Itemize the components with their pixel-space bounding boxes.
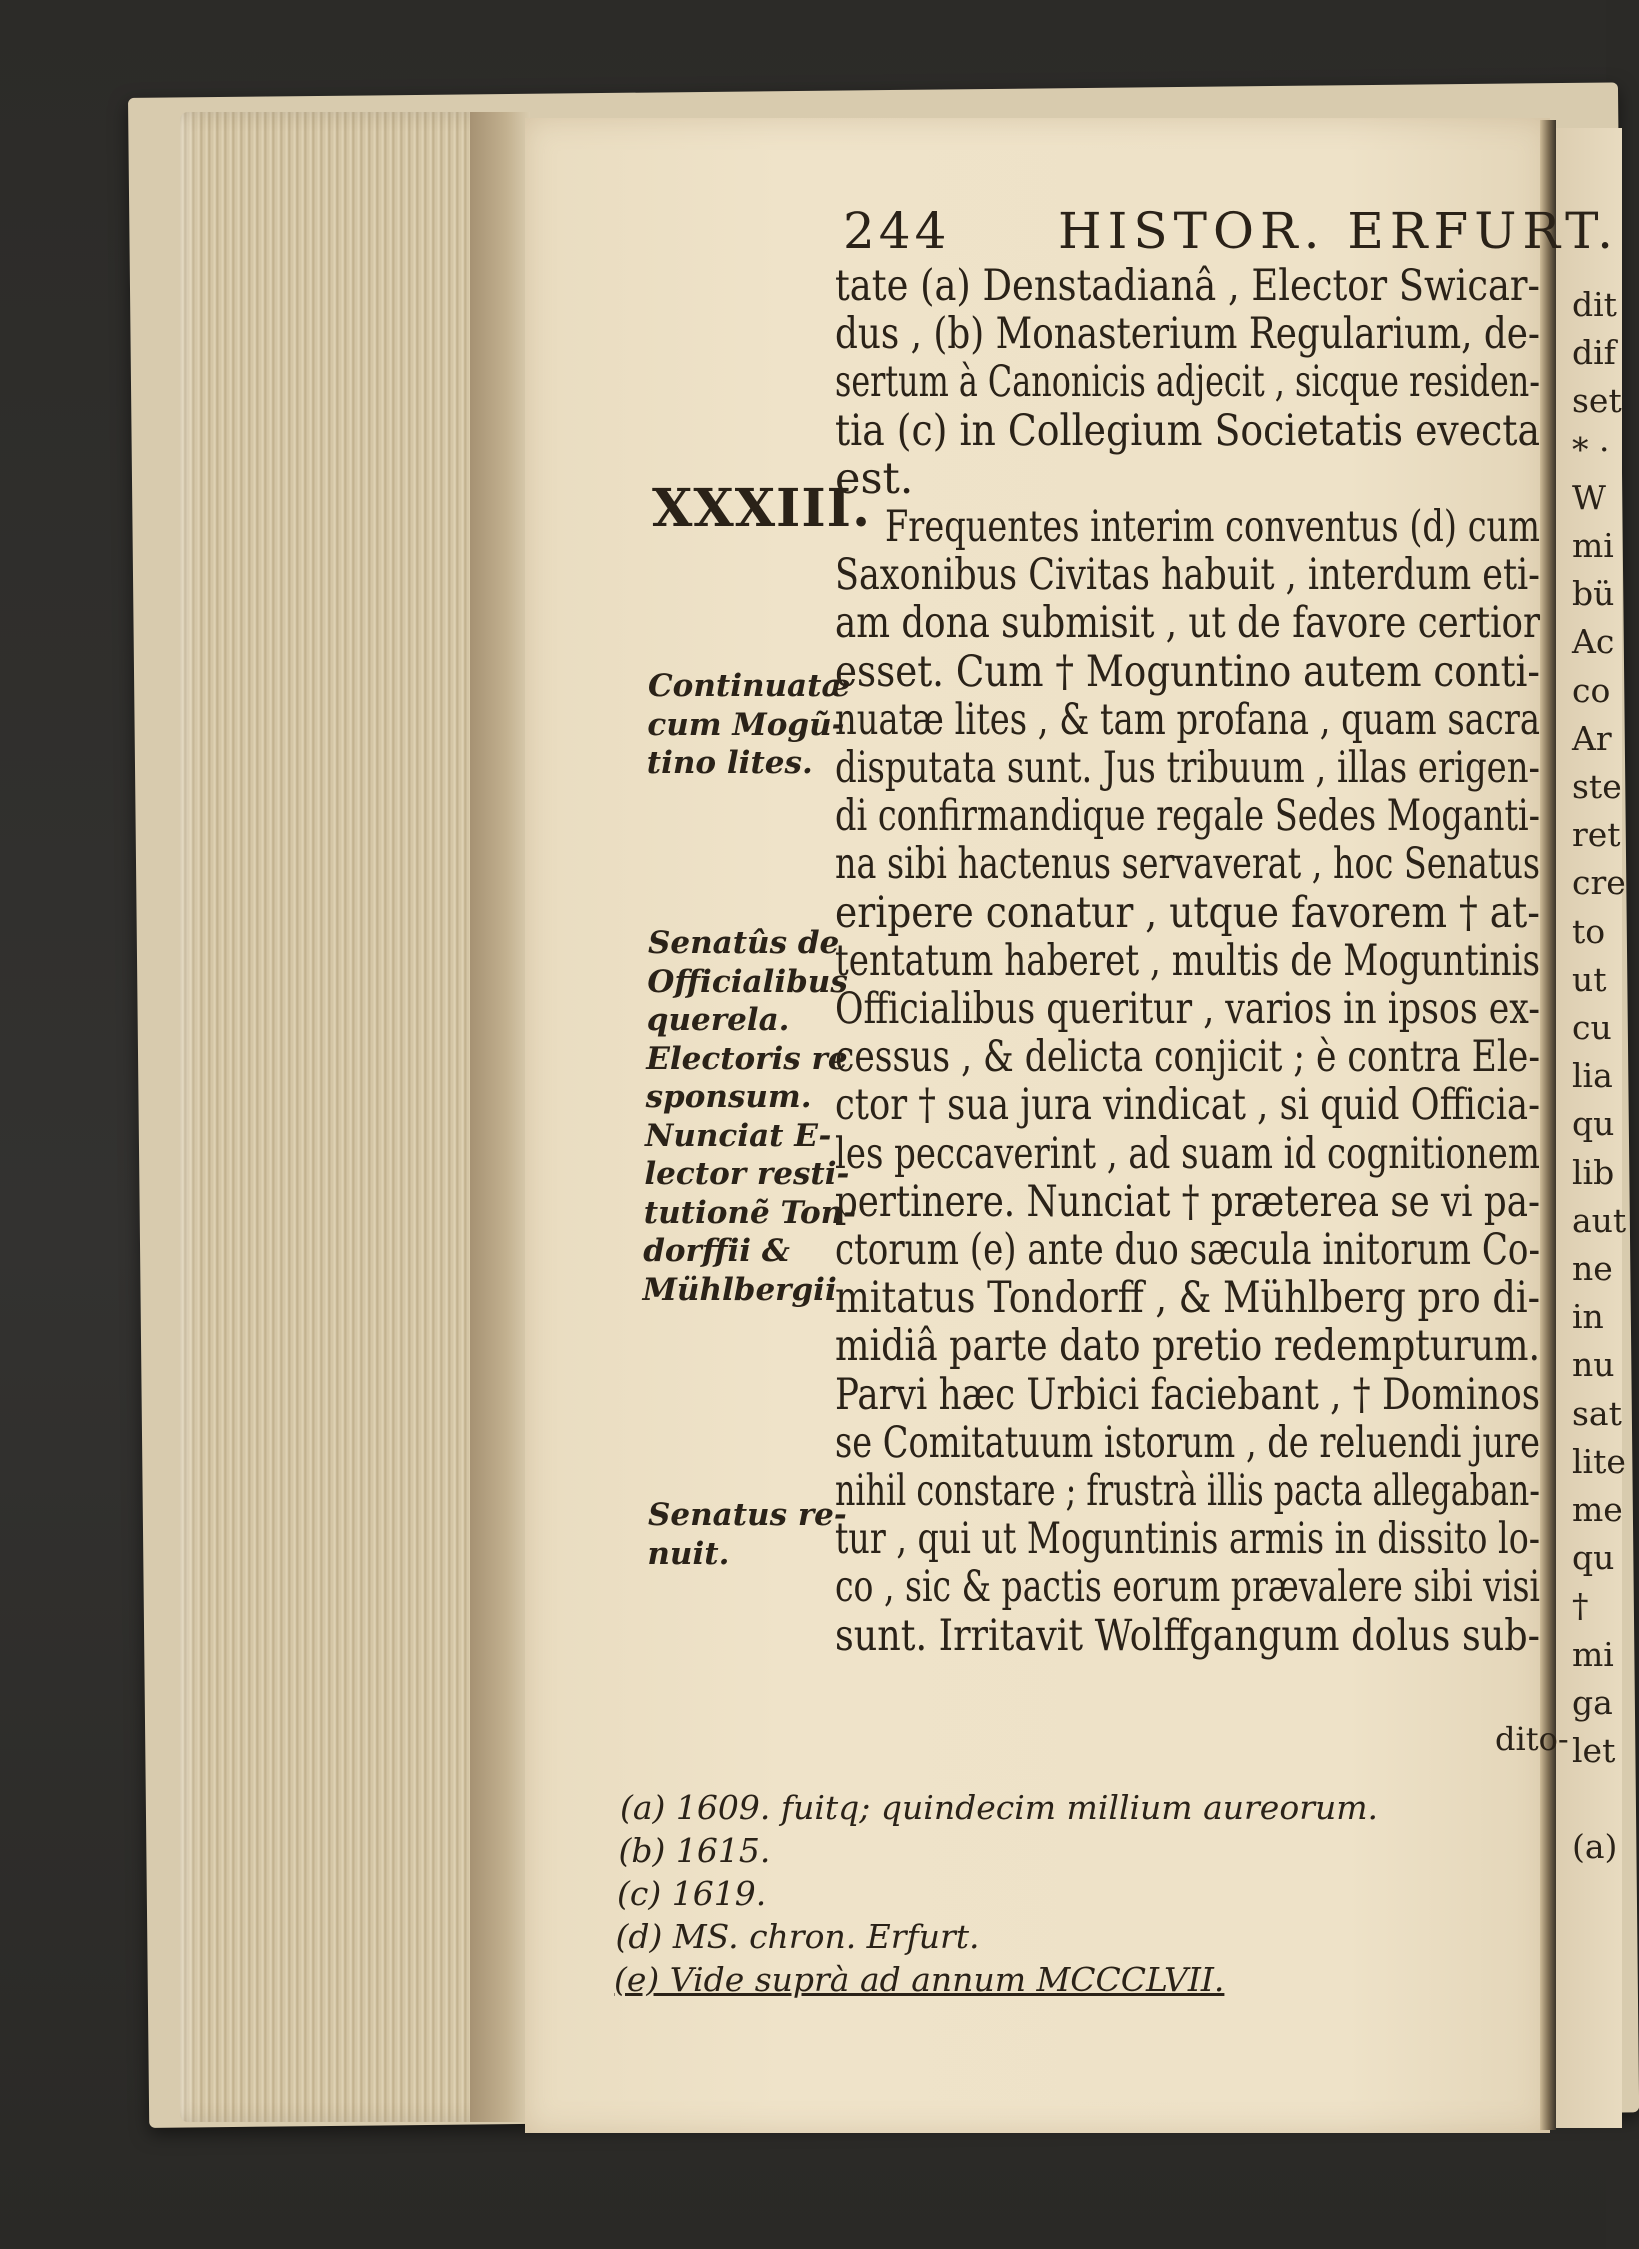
body-line: nuatæ lites , & tam profana , quam sacra: [835, 694, 1540, 745]
facing-page-fragment: set: [1572, 381, 1622, 421]
body-line: nihil constare ; frustrà illis pacta allegaban-: [835, 1466, 1540, 1516]
catchword: dito-: [1495, 1720, 1569, 1758]
footnote: (d) MS. chron. Erfurt.: [615, 1917, 980, 1956]
facing-page-fragment: cu: [1572, 1008, 1612, 1047]
body-line: Saxonibus Civitas habuit , interdum eti-: [835, 550, 1540, 601]
body-line: esset. Cum † Moguntino autem conti-: [835, 646, 1540, 697]
book-gutter: [1540, 120, 1556, 2130]
margin-note-line: Mühlbergii: [642, 1271, 837, 1308]
body-line: tate (a) Denstadianâ , Elector Swicar-: [835, 261, 1540, 311]
margin-note-line: cum Mogũ-: [647, 706, 845, 743]
facing-page-fragment: sat: [1572, 1393, 1622, 1433]
body-line: sertum à Canonicis adjecit , sicque residen-: [835, 357, 1540, 408]
body-line: Frequentes interim conventus (d) cum: [885, 502, 1540, 552]
body-line: eripere conatur , utque favorem † at-: [835, 887, 1540, 938]
facing-page-fragment: dif: [1572, 333, 1616, 373]
margin-note-line: Continuatæ: [648, 668, 851, 704]
body-line: pertinere. Nunciat † præterea se vi pa-: [835, 1176, 1540, 1227]
facing-page-fragment: Ar: [1572, 718, 1612, 758]
facing-page-fragment: me: [1572, 1490, 1623, 1529]
body-line: tentatum haberet , multis de Moguntinis: [835, 935, 1540, 986]
facing-page-fragment: lib: [1572, 1152, 1615, 1192]
body-line: les peccaverint , ad suam id cognitionem: [835, 1128, 1540, 1179]
facing-page-fragment: aut: [1572, 1200, 1627, 1240]
facing-page-fragment: Ac: [1572, 622, 1615, 662]
body-line: tia (c) in Collegium Societatis evecta: [835, 405, 1540, 456]
footnote: (a) 1609. fuitq; quindecim millium aureorum.: [620, 1788, 1379, 1827]
body-line: Officialibus queritur , varios in ipsos ex-: [835, 984, 1540, 1034]
facing-page-fragment: qu: [1572, 1538, 1615, 1578]
body-line: tur , qui ut Moguntinis armis in dissito lo-: [835, 1514, 1540, 1565]
margin-note-line: Electoris re: [646, 1040, 848, 1077]
margin-note-line: nuit.: [647, 1535, 730, 1572]
body-line: ctorum (e) ante duo sæcula initorum Co-: [835, 1225, 1540, 1275]
facing-page-fragment: (a): [1572, 1827, 1618, 1867]
body-line: Parvi hæc Urbici faciebant , † Dominos: [835, 1369, 1540, 1420]
margin-note-line: Officialibus: [647, 963, 848, 1000]
facing-page-fragment: bü: [1572, 574, 1615, 614]
margin-note-line: lector resti-: [644, 1156, 850, 1192]
chapter-number: XXXIII.: [652, 478, 872, 539]
facing-page-fragment: cre: [1572, 863, 1626, 903]
body-line: mitatus Tondorff , & Mühlberg pro di-: [835, 1273, 1540, 1324]
margin-note-line: tutionẽ Ton-: [643, 1194, 857, 1231]
facing-page-fragment: dit: [1572, 285, 1617, 324]
facing-page-fragment: co: [1572, 670, 1611, 710]
body-line: co , sic & pactis eorum prævalere sibi visi: [835, 1562, 1540, 1613]
body-line: cessus , & delicta conjicit ; è contra Ele-: [835, 1032, 1540, 1083]
facing-page-fragment: to: [1572, 911, 1606, 951]
footnote: (c) 1619.: [617, 1874, 767, 1913]
facing-page-fragment: ga: [1572, 1682, 1613, 1722]
page-edge-shadow: [470, 112, 530, 2122]
margin-note-line: Senatus re-: [648, 1497, 847, 1533]
facing-page-fragment: * ·: [1572, 429, 1610, 469]
facing-page-fragment: mi: [1572, 1634, 1614, 1674]
body-line: disputata sunt. Jus tribuum , illas erigen-: [835, 743, 1540, 793]
facing-page-fragment: W: [1572, 477, 1606, 517]
margin-note-line: Nunciat E-: [645, 1117, 832, 1154]
facing-page-fragment: ret: [1572, 815, 1621, 855]
margin-note-line: sponsum.: [645, 1079, 812, 1115]
facing-page-fragment: mi: [1572, 526, 1614, 565]
body-line: se Comitatuum istorum , de reluendi jure: [835, 1417, 1540, 1468]
margin-note-line: dorffii &: [643, 1233, 790, 1269]
margin-note-line: tino lites.: [646, 745, 813, 781]
facing-page-fragment: qu: [1572, 1104, 1615, 1144]
body-line: midiâ parte dato pretio redempturum.: [835, 1321, 1540, 1372]
body-line: am dona submisit , ut de favore certior: [835, 598, 1540, 649]
facing-page-fragment: ne: [1572, 1249, 1613, 1288]
facing-page-fragment: let: [1572, 1731, 1616, 1770]
facing-page-fragment: ut: [1572, 959, 1607, 999]
footnote: (b) 1615.: [618, 1831, 771, 1870]
facing-page-fragment: in: [1572, 1297, 1604, 1337]
facing-page-fragment: nu: [1572, 1345, 1615, 1385]
body-line: ctor † sua jura vindicat , si quid Officia-: [835, 1080, 1540, 1131]
body-line: na sibi hactenus servaverat , hoc Senatus: [835, 839, 1540, 890]
page-number: 244: [843, 202, 951, 260]
facing-page-fragment: †: [1572, 1586, 1589, 1626]
facing-page-fragment: ste: [1572, 767, 1622, 806]
facing-page-fragment: lia: [1572, 1056, 1613, 1096]
body-line: sunt. Irritavit Wolffgangum dolus sub-: [835, 1610, 1540, 1661]
margin-note-line: Senatûs de: [648, 925, 840, 961]
running-title: HISTOR. ERFURT.: [1058, 202, 1620, 260]
margin-note-line: querela.: [646, 1002, 790, 1038]
facing-page-fragment: lite: [1572, 1441, 1626, 1481]
body-line: dus , (b) Monasterium Regularium, de-: [835, 309, 1540, 360]
footnote: (e) Vide suprà ad annum MCCCLVII.: [614, 1960, 1225, 1999]
body-line: di confirmandique regale Sedes Moganti-: [835, 791, 1540, 842]
body-line: est.: [835, 453, 914, 504]
